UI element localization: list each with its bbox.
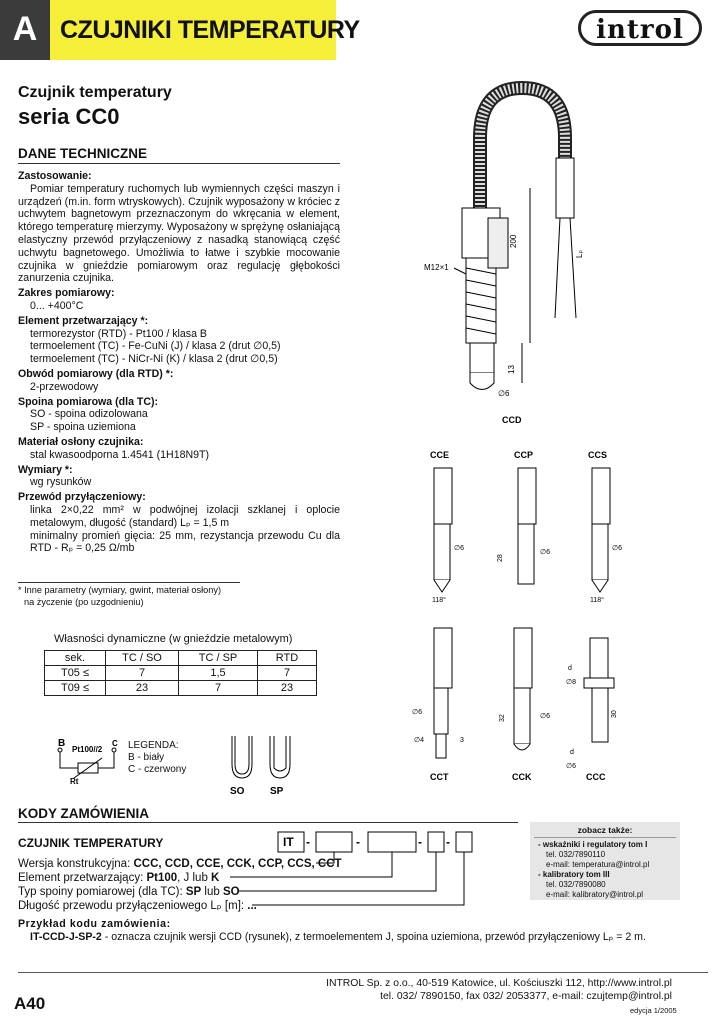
obwod-heading: Obwód pomiarowy (dla RTD) *: (18, 367, 174, 380)
dim-d: d (568, 665, 572, 672)
see-also-item: - wskaźniki i regulatory tom I (538, 840, 648, 849)
table-header-cell: TC / SP (179, 651, 258, 666)
see-also-mail[interactable]: e-mail: temperatura@introl.pl (546, 860, 650, 869)
dim-d8: ∅8 (566, 679, 576, 686)
introl-logo: introl (578, 10, 702, 46)
element-heading: Element przetwarzający *: (18, 314, 149, 327)
order-example (18, 918, 646, 944)
variant-label: CCP (514, 450, 534, 460)
table-header-cell: TC / SO (106, 651, 179, 666)
footer-address: INTROL Sp. z o.o., 40-519 Katowice, ul. Kościuszki 112, http://www.introl.pl (326, 978, 672, 989)
table-cell: T05 ≤ (45, 666, 106, 681)
example-text: IT-CCD-J-SP-2 - oznacza czujnik wersji CCD (rysunek), z termoelementem J, spoina uziemiona, przewód przyłączeniowy Lₚ = 2 m. (30, 931, 646, 943)
order-line-junction: Typ spoiny pomiarowej (dla TC): SP lub SO (18, 886, 240, 898)
legend (128, 740, 186, 776)
dim-d6: ∅6 (566, 763, 576, 770)
element-item: termoelement (TC) - NiCr-Ni (K) / klasa 2 (drut ∅0,5) (30, 353, 278, 366)
dim-d6: ∅6 (412, 709, 422, 716)
order-line-length: Długość przewodu przyłączeniowego Lₚ [m]: ... (18, 900, 257, 912)
dim-118: 118° (590, 597, 604, 604)
material-heading: Materiał osłony czujnika: (18, 435, 144, 448)
page-title: CZUJNIKI TEMPERATURY (60, 16, 360, 44)
footnote-line: * Inne parametry (wymiary, gwint, materiał osłony) (18, 585, 222, 595)
dim-m12: M12×1 (424, 263, 449, 272)
dim-d: d (570, 749, 574, 756)
element-item: termoelement (TC) - Fe-CuNi (J) / klasa 2 (drut ∅0,5) (30, 340, 281, 353)
product-line1: Czujnik temperatury (18, 84, 172, 101)
code-box-length (456, 832, 472, 852)
sp-label: SP (270, 786, 284, 796)
dim-30: 30 (611, 710, 618, 718)
dim-d4: ∅4 (414, 737, 424, 744)
rt-label: Rt (70, 777, 79, 786)
see-also-box (530, 822, 680, 900)
dim-d6: ∅6 (540, 549, 550, 556)
cable-sleeve (556, 158, 574, 218)
code-prefix: IT (283, 835, 294, 849)
svg-text:-: - (306, 835, 310, 849)
order-lines (18, 857, 342, 913)
dim-d6: ∅6 (454, 545, 464, 552)
spoina-item: SP - spoina uziemiona (30, 421, 136, 434)
table-cell: 7 (179, 681, 258, 696)
table-cell: 23 (258, 681, 317, 696)
order-line-element: Element przetwarzający: Pt100, J lub K (18, 872, 220, 884)
element-item: termorezystor (RTD) - Pt100 / klasa B (30, 327, 208, 340)
footnote-line: na życzenie (po uzgodnieniu) (24, 596, 144, 607)
dim-d6: ∅6 (540, 713, 550, 720)
dim-200: 200 (509, 234, 518, 248)
svg-text:-: - (446, 835, 450, 849)
przewod-item: linka 2×0,22 mm² w podwójnej izolacji szklanej i oplocie metalowym, długość (standard) Lₚ = 1,5 m (30, 503, 340, 529)
svg-text:-: - (418, 835, 422, 849)
spoina-item: SO - spoina odizolowana (30, 408, 148, 421)
tech-body (18, 168, 340, 555)
dim-28: 28 (497, 554, 504, 562)
variant-label: CCS (588, 450, 608, 460)
zastosowanie-text: Pomiar temperatury ruchomych lub wymiennych części maszyn i urządzeń (m.in. form wtryskowych). Czujnik wyposażony w króciec z uchwytem bagnetowym przeznaczonym do wkręcania w element, którego temperaturę mierzymy. Wyposażony w sprężynę osłaniającą elastyczny przewód przyłączeniowy z nasadką stanowiącą część uchwytu bagnetowego. Umożliwia to łatwe i szybkie mocowanie czujnika w gnieździe pomiarowym oraz regulację głębokości zanurzenia czujnika. (18, 182, 340, 285)
footnote (18, 582, 240, 608)
obwod-value: 2-przewodowy (30, 380, 99, 393)
table-cell: 7 (106, 666, 179, 681)
table-cell: 7 (258, 666, 317, 681)
dim-118: 118° (432, 597, 446, 604)
table-cell: 1,5 (179, 666, 258, 681)
pt-label: Pt100//2 (72, 745, 103, 754)
tech-heading-rule (18, 163, 340, 164)
see-also-tel: tel. 032/7890080 (546, 880, 606, 889)
przewod-heading: Przewód przyłączeniowy: (18, 491, 146, 504)
order-product-title: CZUJNIK TEMPERATURY (18, 836, 164, 850)
dim-13: 13 (507, 365, 516, 374)
table-row (45, 666, 317, 681)
order-heading-rule (18, 822, 518, 823)
mounting-nut (488, 218, 508, 268)
tech-heading: DANE TECHNICZNE (18, 146, 148, 161)
dim-32: 32 (499, 714, 506, 722)
zakres-heading: Zakres pomiarowy: (18, 287, 115, 300)
svg-text:-: - (356, 835, 360, 849)
see-also-item: - kalibratory tom III (538, 870, 610, 879)
variants-bottom (410, 618, 640, 788)
code-box-version (316, 832, 352, 852)
code-box-element (368, 832, 416, 852)
table-header-row (45, 651, 317, 666)
variant-label: CCC (586, 772, 606, 782)
zakres-value: 0... +400°C (30, 299, 84, 312)
wymiary-heading: Wymiary *: (18, 463, 73, 476)
dim-3: 3 (460, 737, 464, 744)
footer-contact (240, 978, 672, 1003)
material-value: stal kwasoodporna 1.4541 (1H18N9T) (30, 448, 210, 461)
legend-item: B - biały (128, 752, 165, 763)
code-box-junction (428, 832, 444, 852)
variant-label: CCE (430, 450, 450, 460)
wiring-schematic (50, 734, 350, 796)
example-heading: Przykład kodu zamówienia: (18, 918, 171, 930)
table-row (45, 681, 317, 696)
see-also-tel: tel. 032/7890110 (546, 850, 606, 859)
variants-top (410, 448, 640, 608)
variant-label: CCK (512, 772, 532, 782)
table-header-cell: sek. (45, 651, 106, 666)
wymiary-value: wg rysunków (30, 476, 92, 489)
spoina-heading: Spoina pomiarowa (dla TC): (18, 395, 159, 408)
see-also-mail[interactable]: e-mail: kalibratory@introl.pl (546, 890, 644, 899)
see-also-title: zobacz także: (577, 825, 633, 835)
edition: edycja 1/2005 (630, 1006, 677, 1015)
section-letter: A (12, 10, 38, 48)
order-line-version: Wersja konstrukcyjna: CCC, CCD, CCE, CCK, CCP, CCS, CCT (18, 858, 342, 870)
dynamic-caption: Własności dynamiczne (w gnieździe metalowym) (54, 633, 293, 645)
footer-rule (18, 972, 708, 973)
order-heading: KODY ZAMÓWIENIA (18, 806, 149, 821)
product-series: seria CC0 (18, 104, 120, 129)
dim-lp: Lₚ (575, 250, 584, 258)
so-label: SO (230, 786, 245, 796)
przewod-item: minimalny promień gięcia: 25 mm, rezystancja przewodu Cu dla RTD - Rₚ = 0,25 Ω/mb (30, 529, 340, 555)
legend-item: C - czerwony (128, 764, 187, 775)
variant-label: CCT (430, 772, 449, 782)
dim-d6: ∅6 (612, 545, 622, 552)
terminal-c-label: C (112, 739, 118, 748)
ccd-drawing (410, 78, 600, 428)
dim-d6: ∅6 (498, 389, 510, 398)
ccd-label: CCD (502, 415, 522, 425)
table-header-cell: RTD (258, 651, 317, 666)
terminal-b-label: B (58, 738, 66, 749)
footer-phones: tel. 032/ 7890150, fax 032/ 2053377, e-mail: czujtemp@introl.pl (380, 990, 672, 1002)
zastosowanie-heading: Zastosowanie: (18, 170, 92, 182)
table-cell: T09 ≤ (45, 681, 106, 696)
page-number: A40 (14, 994, 46, 1013)
dynamic-table (44, 650, 317, 696)
legend-title: LEGENDA: (128, 740, 179, 751)
table-cell: 23 (106, 681, 179, 696)
